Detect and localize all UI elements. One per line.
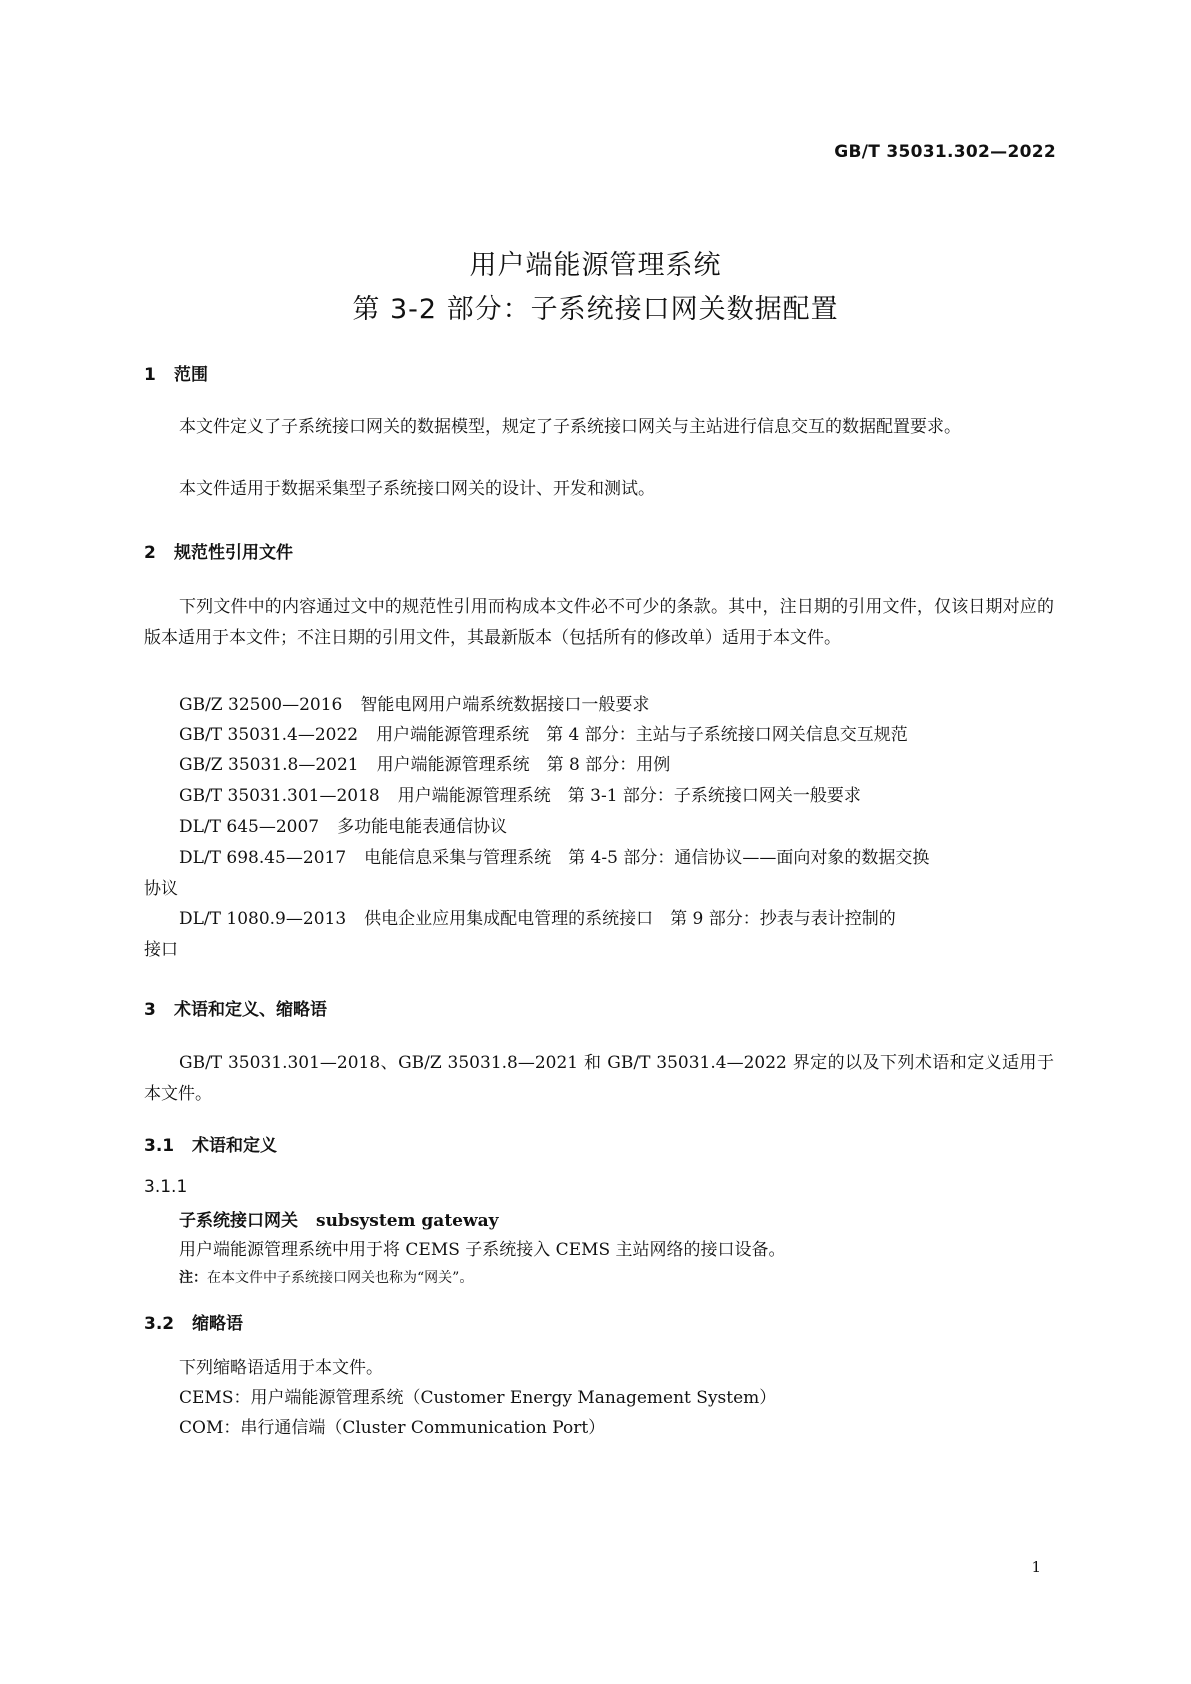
subsection-heading-3-1 bbox=[144, 1131, 277, 1156]
note-text: 在本文件中子系统接口网关也称为“网关”。 bbox=[207, 1270, 474, 1286]
term-number: 3.1.1 bbox=[144, 1177, 188, 1197]
reference-title: 用户端能源管理系统 第 8 部分：用例 bbox=[376, 755, 671, 775]
reference-item bbox=[179, 720, 908, 745]
reference-code: DL/T 698.45—2017 bbox=[179, 848, 347, 868]
reference-title: 智能电网用户端系统数据接口一般要求 bbox=[360, 695, 650, 715]
reference-title: 用户端能源管理系统 第 3-1 部分：子系统接口网关一般要求 bbox=[397, 786, 861, 806]
section-title: 规范性引用文件 bbox=[174, 543, 293, 563]
paragraph: 本文件适用于数据采集型子系统接口网关的设计、开发和测试。 bbox=[179, 479, 655, 499]
section-heading-3 bbox=[144, 995, 327, 1020]
reference-title: 供电企业应用集成配电管理的系统接口 第 9 部分：抄表与表计控制的 bbox=[364, 909, 896, 929]
note-label: 注： bbox=[179, 1270, 207, 1286]
reference-item bbox=[179, 843, 929, 868]
reference-title: 用户端能源管理系统 第 4 部分：主站与子系统接口网关信息交互规范 bbox=[376, 725, 908, 745]
section-title: 范围 bbox=[174, 365, 208, 385]
reference-code: GB/Z 35031.8—2021 bbox=[179, 755, 359, 775]
paragraph: 本文件定义了子系统接口网关的数据模型，规定了子系统接口网关与主站进行信息交互的数据配置要求。 bbox=[179, 417, 961, 437]
subsection-heading-3-2 bbox=[144, 1309, 243, 1334]
reference-code: DL/T 1080.9—2013 bbox=[179, 909, 347, 929]
section-title: 术语和定义 bbox=[192, 1136, 277, 1156]
section-title: 缩略语 bbox=[192, 1314, 243, 1334]
document-title-line1: 用户端能源管理系统 bbox=[469, 250, 722, 281]
section-number: 3 bbox=[144, 1000, 156, 1020]
reference-code: GB/Z 32500—2016 bbox=[179, 695, 343, 715]
reference-item bbox=[179, 690, 649, 715]
section-heading-2 bbox=[144, 538, 293, 563]
term-english: subsystem gateway bbox=[316, 1211, 499, 1231]
term-definition: 用户端能源管理系统中用于将 CEMS 子系统接入 CEMS 主站网络的接口设备。 bbox=[179, 1240, 786, 1260]
term-number-3-1-1 bbox=[144, 1177, 187, 1197]
abbreviation-item: CEMS：用户端能源管理系统（Customer Energy Management System） bbox=[179, 1388, 777, 1408]
reference-item bbox=[179, 904, 896, 929]
section-number: 3.2 bbox=[144, 1314, 175, 1334]
section-number: 1 bbox=[144, 365, 156, 385]
document-title-line2: 第 3-2 部分：子系统接口网关数据配置 bbox=[352, 294, 839, 325]
reference-code: DL/T 645—2007 bbox=[179, 817, 320, 837]
reference-code: GB/T 35031.4—2022 bbox=[179, 725, 359, 745]
paragraph: GB/T 35031.301—2018、GB/Z 35031.8—2021 和 GB/T 35031.4—2022 界定的以及下列术语和定义适用于本文件。 bbox=[144, 1053, 1054, 1104]
reference-continuation: 接口 bbox=[144, 940, 178, 960]
abbreviation-item: COM：串行通信端（Cluster Communication Port） bbox=[179, 1418, 606, 1438]
section-number: 2 bbox=[144, 543, 156, 563]
reference-item bbox=[179, 781, 861, 806]
reference-continuation: 协议 bbox=[144, 879, 178, 899]
page-number: 1 bbox=[1031, 1558, 1041, 1576]
section-heading-1 bbox=[144, 360, 208, 385]
section-title: 术语和定义、缩略语 bbox=[174, 1000, 327, 1020]
reference-title: 电能信息采集与管理系统 第 4-5 部分：通信协议——面向对象的数据交换 bbox=[364, 848, 930, 868]
term-note bbox=[179, 1267, 473, 1287]
term-chinese: 子系统接口网关 bbox=[179, 1211, 298, 1231]
reference-item bbox=[179, 812, 507, 837]
reference-code: GB/T 35031.301—2018 bbox=[179, 786, 380, 806]
section-number: 3.1 bbox=[144, 1136, 175, 1156]
paragraph: 下列文件中的内容通过文中的规范性引用而构成本文件必不可少的条款。其中，注日期的引用文件，仅该日期对应的版本适用于本文件；不注日期的引用文件，其最新版本（包括所有的修改单）适用于本文件。 bbox=[144, 597, 1054, 648]
standard-code: GB/T 35031.302—2022 bbox=[834, 142, 1056, 162]
reference-title: 多功能电能表通信协议 bbox=[337, 817, 508, 837]
reference-item bbox=[179, 750, 670, 775]
paragraph: 下列缩略语适用于本文件。 bbox=[179, 1358, 383, 1378]
term-entry bbox=[179, 1206, 499, 1231]
